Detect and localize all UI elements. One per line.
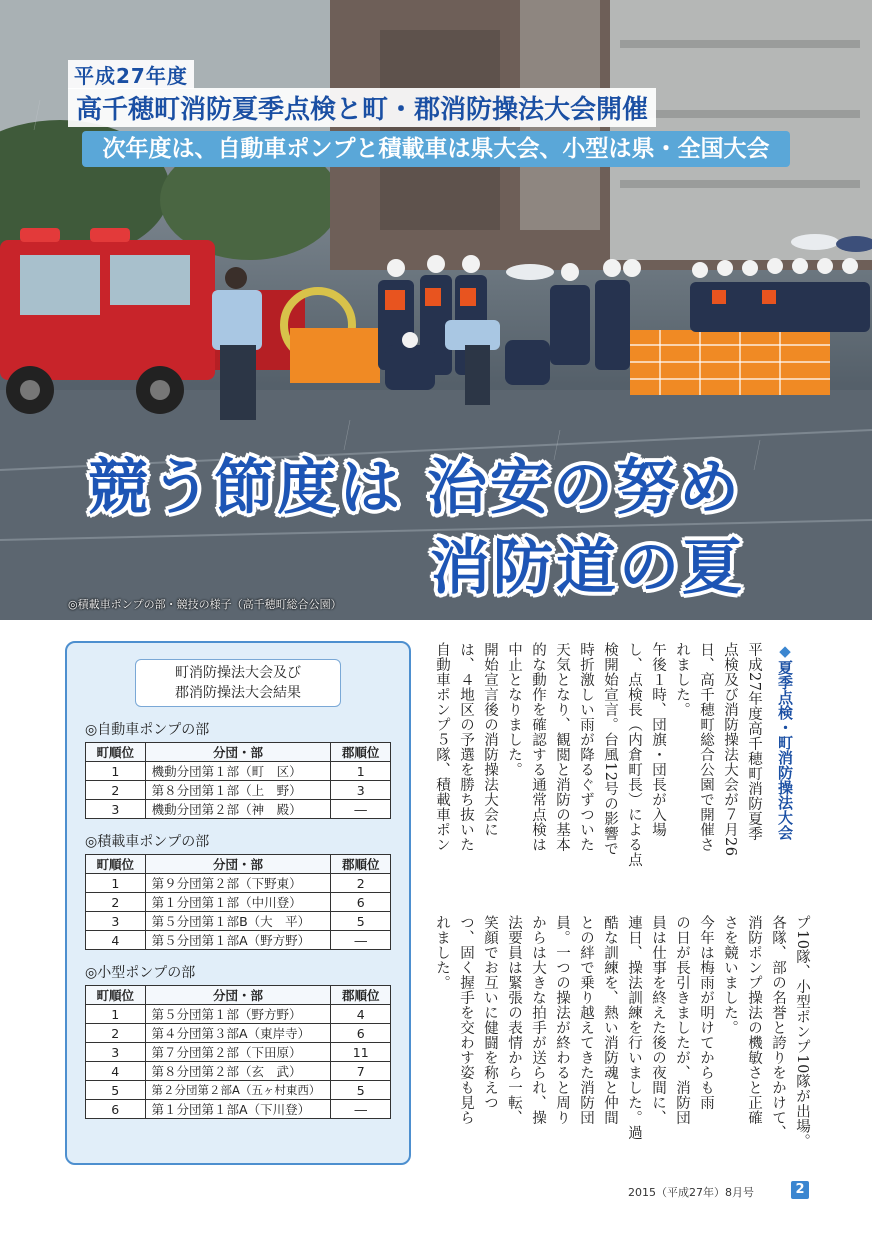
results-title [135,659,341,707]
article-column: 検開始宣言。台風12号の影響で [602,642,618,857]
table-row [86,1024,391,1043]
article-column: 的な動作を確認する通常点検は [530,642,546,852]
cell-county-rank: 1 [331,762,391,781]
cell-town-rank: 4 [86,1062,146,1081]
article-column: 連日、操法訓練を行いました。過 [626,915,642,1140]
cell-county-rank: 6 [331,1024,391,1043]
article-column: 法要員は緊張の表情から一転、 [506,915,522,1125]
table-row [86,1062,391,1081]
header-town-rank: 町順位 [86,986,146,1005]
cell-unit: 第５分団第１部A（野方野） [145,931,331,950]
article-column: プ10隊、小型ポンプ10隊が出場。 [794,915,810,1149]
cell-county-rank: 7 [331,1062,391,1081]
results-title-line1: 町消防操法大会及び [175,665,301,681]
results-title-line2: 郡消防操法大会結果 [175,685,301,701]
issue-label: 2015（平成27年）8月号 [628,1186,754,1199]
cell-county-rank: 3 [331,781,391,800]
cell-town-rank: 3 [86,800,146,819]
table-row [86,1100,391,1119]
article-column: 員。一つの操法が終わると周り [554,915,570,1125]
table-header-row [86,743,391,762]
results-table-loaded-pump [85,854,391,950]
cell-town-rank: 5 [86,1081,146,1100]
header-year: 平成27年度 [68,60,194,89]
article-column: 笑顔でお互いに健闘を称えつ [482,915,498,1110]
article-column: 各隊、部の名誉と誇りをかけて、 [770,915,786,1140]
header-town-rank: 町順位 [86,743,146,762]
section-heading: ◎積載車ポンプの部 [85,834,210,850]
table-row [86,874,391,893]
cell-unit: 第９分団第２部（下野東） [145,874,331,893]
cell-unit: 第４分団第３部A（東岸寺） [145,1024,331,1043]
cell-county-rank: 4 [331,1005,391,1024]
article-heading [774,642,796,840]
header-county-rank: 郡順位 [331,986,391,1005]
cell-unit: 第７分団第２部（下田原） [145,1043,331,1062]
header-unit: 分団・部 [145,855,331,874]
section-heading: ◎自動車ポンプの部 [85,722,210,738]
table-row [86,800,391,819]
cell-unit: 第８分団第２部（玄 武） [145,1062,331,1081]
article-column: 時折激しい雨が降るぐずついた [578,642,594,852]
table-row [86,1081,391,1100]
header-town-rank: 町順位 [86,855,146,874]
header-subtitle: 次年度は、自動車ポンプと積載車は県大会、小型は県・全国大会 [82,131,790,167]
cell-county-rank: ― [331,1100,391,1119]
cell-town-rank: 1 [86,874,146,893]
table-row [86,1043,391,1062]
article-column: れました。 [434,915,450,990]
article-column: の日が長引きましたが、消防団 [674,915,690,1125]
cell-town-rank: 2 [86,893,146,912]
article-column: からは大きな拍手が送られ、操 [530,915,546,1125]
article-column: 平成27年度高千穂町消防夏季 [746,642,762,842]
table-header-row [86,855,391,874]
cell-county-rank: ― [331,931,391,950]
table-header-row [86,986,391,1005]
photo-caption: ◎積載車ポンプの部・競技の様子（高千穂町総合公園） [68,598,342,611]
cell-county-rank: 5 [331,1081,391,1100]
article-column: は、４地区の予選を勝ち抜いた [458,642,474,852]
cell-unit: 機動分団第２部（神 殿） [145,800,331,819]
article-column: 点検及び消防操法大会が７月26 [722,642,738,857]
article-column: つ、固く握手を交わす姿も見ら [458,915,474,1125]
article-column: 中止となりました。 [506,642,522,777]
cell-unit: 第５分団第１部B（大 平） [145,912,331,931]
results-table-small-pump [85,985,391,1119]
article-column: 員は仕事を終えた後の夜間に、 [650,915,666,1125]
cell-county-rank: 5 [331,912,391,931]
cell-county-rank: ― [331,800,391,819]
catch-copy-line1: 競う節度は 治安の努め [88,453,742,523]
cell-unit: 機動分団第１部（町 区） [145,762,331,781]
cell-town-rank: 3 [86,1043,146,1062]
cell-county-rank: 11 [331,1043,391,1062]
table-row [86,1005,391,1024]
article-column: との絆で乗り越えてきた消防団 [578,915,594,1125]
header-unit: 分団・部 [145,986,331,1005]
results-table-auto-pump [85,742,391,819]
cell-town-rank: 2 [86,1024,146,1043]
diamond-icon: ◆ [776,642,794,660]
article-column: 午後１時、団旗・団長が入場 [650,642,666,837]
table-row [86,781,391,800]
article-column: 今年は梅雨が明けてからも雨 [698,915,714,1110]
article-column: 日、高千穂町総合公園で開催さ [698,642,714,852]
cell-town-rank: 6 [86,1100,146,1119]
cell-town-rank: 3 [86,912,146,931]
page-number: 2 [791,1181,809,1199]
results-box [65,641,411,1165]
table-row [86,912,391,931]
cell-town-rank: 4 [86,931,146,950]
article-column: し、点検長（内倉町長）による点 [626,642,642,867]
cell-county-rank: 2 [331,874,391,893]
article-heading-text: 夏季点検・町消防操法大会 [776,660,794,840]
table-row [86,893,391,912]
cell-unit: 第１分団第１部（中川登） [145,893,331,912]
article-column: 天気となり、観閲と消防の基本 [554,642,570,852]
table-row [86,931,391,950]
table-row [86,762,391,781]
cell-unit: 第８分団第１部（上 野） [145,781,331,800]
article-column: 自動車ポンプ５隊、積載車ポン [434,642,450,852]
article-column: れました。 [674,642,690,717]
cell-unit: 第１分団第１部A（下川登） [145,1100,331,1119]
catch-copy-line2: 消防道の夏 [430,533,745,603]
article-column: さを競いました。 [722,915,738,1035]
cell-town-rank: 1 [86,762,146,781]
header-title: 高千穂町消防夏季点検と町・郡消防操法大会開催 [68,88,656,127]
header-county-rank: 郡順位 [331,855,391,874]
cell-county-rank: 6 [331,893,391,912]
cell-unit: 第２分団第２部A（五ヶ村東西） [145,1081,331,1100]
cell-town-rank: 2 [86,781,146,800]
article-column: 消防ポンプ操法の機敏さと正確 [746,915,762,1125]
article-column: 酷な訓練を、熱い消防魂と仲間 [602,915,618,1125]
header-unit: 分団・部 [145,743,331,762]
article-column: 開始宣言後の消防操法大会に [482,642,498,837]
cell-unit: 第５分団第１部（野方野） [145,1005,331,1024]
section-heading: ◎小型ポンプの部 [85,965,196,981]
header-county-rank: 郡順位 [331,743,391,762]
cell-town-rank: 1 [86,1005,146,1024]
